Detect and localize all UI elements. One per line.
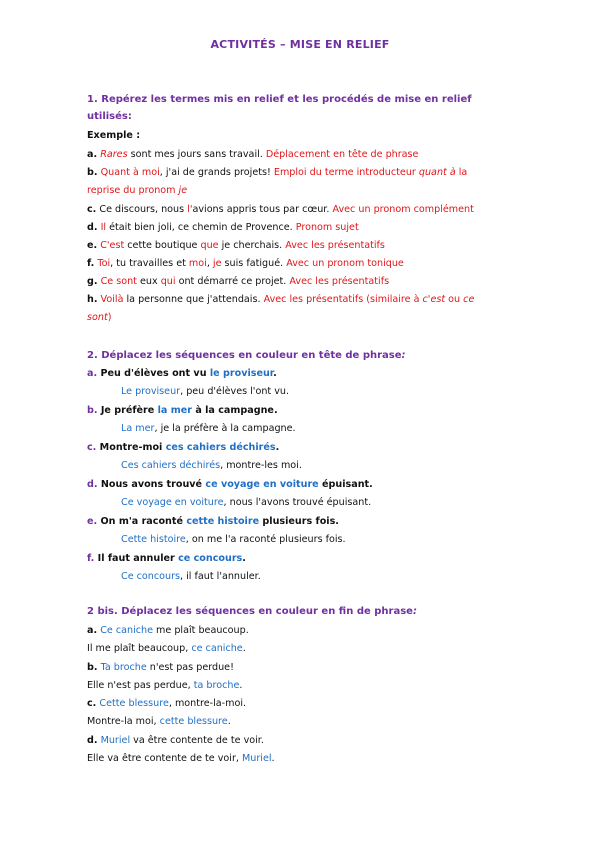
- highlight: ces cahiers déchirés: [165, 442, 276, 453]
- s2-question: [87, 404, 278, 418]
- s2b-item-b: [87, 661, 234, 675]
- section-1-heading-line-2: utilisés:: [87, 111, 132, 122]
- text: je cherchais.: [218, 240, 286, 251]
- s2-question: [87, 515, 339, 529]
- explanation: Avec un pronom complément: [332, 204, 474, 215]
- highlight: Rares: [100, 149, 128, 160]
- text: Il faut annuler: [94, 553, 179, 564]
- item-letter: d.: [87, 222, 98, 233]
- s2b-item-a: [87, 624, 249, 638]
- text: Elle va être contente de te voir,: [87, 753, 242, 764]
- explanation: Avec les présentatifs: [285, 240, 385, 251]
- text: me plaît beaucoup.: [153, 625, 249, 636]
- s2-answer: [121, 496, 371, 510]
- item-letter: c.: [87, 442, 97, 453]
- item-letter: f.: [87, 553, 95, 564]
- text: , montre-les moi.: [220, 460, 302, 471]
- text: , peu d'élèves l'ont vu.: [180, 386, 290, 397]
- text: va être contente de te voir.: [130, 735, 264, 746]
- text: , il faut l'annuler.: [180, 571, 261, 582]
- heading-colon: :: [412, 606, 417, 617]
- heading-text: 2 bis. Déplacez les séquences en couleur en fin de phrase: [87, 606, 413, 617]
- text: , on me l'a raconté plusieurs fois.: [185, 534, 346, 545]
- s1-item-c: [87, 203, 474, 217]
- s2b-item-d: [87, 734, 264, 748]
- text: , montre-la-moi.: [168, 698, 247, 709]
- item-letter: c.: [87, 204, 97, 215]
- text: Il me plaît beaucoup,: [87, 643, 192, 654]
- text: la personne que j'attendais.: [123, 294, 264, 305]
- highlight: ce concours: [178, 553, 243, 564]
- item-letter: d.: [87, 479, 98, 490]
- s1-item-g: [87, 275, 389, 289]
- highlight: je: [212, 258, 222, 269]
- s2-question: [87, 367, 277, 381]
- s1-item-f: [87, 257, 404, 271]
- explanation: Avec les présentatifs: [289, 276, 390, 287]
- s2-answer: [121, 533, 346, 547]
- item-letter: a.: [87, 149, 98, 160]
- s2-answer: [121, 385, 289, 399]
- text: Montre-la moi,: [87, 716, 160, 727]
- text: .: [275, 442, 280, 453]
- explanation-term: sont: [87, 312, 108, 323]
- item-letter: b.: [87, 405, 98, 416]
- highlight: le proviseur: [209, 368, 274, 379]
- item-letter: f.: [87, 258, 95, 269]
- explanation-term: ce: [463, 294, 475, 305]
- s2b-answer-d: [87, 752, 275, 766]
- item-letter: c.: [87, 698, 97, 709]
- text: .: [271, 753, 275, 764]
- text: .: [273, 368, 277, 379]
- highlight: Ce sont: [100, 276, 137, 287]
- highlight: Ces cahiers déchirés: [121, 460, 221, 471]
- highlight: Ce voyage en voiture: [121, 497, 224, 508]
- highlight: Ce concours: [121, 571, 181, 582]
- s2-question: [87, 441, 279, 455]
- text: ont démarré ce projet.: [175, 276, 290, 287]
- s2-question: [87, 478, 373, 492]
- highlight: Toi: [97, 258, 111, 269]
- s1-item-h: [87, 293, 474, 307]
- highlight: Muriel: [242, 753, 272, 764]
- explanation-term: c'est: [422, 294, 446, 305]
- explanation: reprise du pronom: [87, 185, 179, 196]
- text: Elle n'est pas perdue,: [87, 680, 194, 691]
- text: .: [227, 716, 231, 727]
- highlight: l': [187, 204, 193, 215]
- highlight: que: [200, 240, 219, 251]
- text: sont mes jours sans travail.: [127, 149, 266, 160]
- item-letter: h.: [87, 294, 98, 305]
- text: .: [239, 680, 243, 691]
- explanation: ou: [445, 294, 464, 305]
- highlight: C'est: [100, 240, 125, 251]
- s2-answer: [121, 459, 302, 473]
- text: Nous avons trouvé: [97, 479, 206, 490]
- heading-text: 2. Déplacez les séquences en couleur en tête de phrase: [87, 350, 402, 361]
- text: eux: [136, 276, 161, 287]
- highlight: ce caniche: [191, 643, 243, 654]
- highlight: Il: [100, 222, 107, 233]
- text: .: [242, 553, 246, 564]
- item-letter: e.: [87, 516, 98, 527]
- text: cette boutique: [124, 240, 201, 251]
- section-2bis-heading: [87, 603, 417, 621]
- example-label: Exemple :: [87, 130, 141, 141]
- s2b-answer-b: [87, 679, 242, 693]
- highlight: ta broche: [193, 680, 240, 691]
- item-letter: b.: [87, 167, 98, 178]
- highlight: La mer: [121, 423, 155, 434]
- explanation-term: je: [178, 185, 188, 196]
- highlight: Quant à moi: [100, 167, 160, 178]
- text: avions appris tous par cœur.: [192, 204, 333, 215]
- highlight: Voilà: [100, 294, 124, 305]
- item-letter: e.: [87, 240, 98, 251]
- item-letter: d.: [87, 735, 98, 746]
- highlight: ce voyage en voiture: [205, 479, 319, 490]
- s1-item-h-continued: [87, 311, 111, 325]
- highlight: Le proviseur: [121, 386, 181, 397]
- section-1-heading-line-1: 1. Repérez les termes mis en relief et les procédés de mise en relief: [87, 94, 472, 105]
- page-title: ACTIVITÉS – MISE EN RELIEF: [210, 38, 390, 51]
- heading-colon: :: [401, 350, 406, 361]
- text: ,: [206, 258, 213, 269]
- s1-item-b: [87, 166, 467, 180]
- highlight: Cette blessure: [99, 698, 169, 709]
- text: Ce discours, nous: [96, 204, 188, 215]
- highlight: Ce caniche: [100, 625, 153, 636]
- text: n'est pas perdue!: [146, 662, 234, 673]
- s1-item-e: [87, 239, 385, 253]
- explanation-term: quant à: [418, 167, 456, 178]
- item-letter: b.: [87, 662, 98, 673]
- explanation: la: [455, 167, 468, 178]
- s1-item-b-continued: [87, 184, 187, 198]
- item-letter: a.: [87, 625, 98, 636]
- s1-item-d: [87, 221, 359, 235]
- highlight: moi: [188, 258, 207, 269]
- highlight: la mer: [157, 405, 192, 416]
- text: , nous l'avons trouvé épuisant.: [223, 497, 372, 508]
- highlight: Muriel: [100, 735, 131, 746]
- explanation: Avec les présentatifs (similaire à: [263, 294, 423, 305]
- s2-question: [87, 552, 246, 566]
- explanation: Emploi du terme introducteur: [273, 167, 419, 178]
- text: On m'a raconté: [97, 516, 187, 527]
- explanation: Avec un pronom tonique: [286, 258, 404, 269]
- section-2-heading: [87, 347, 406, 365]
- explanation: ): [107, 312, 112, 323]
- text: à la campagne.: [191, 405, 278, 416]
- text: Je préfère: [97, 405, 158, 416]
- text: , j'ai de grands projets!: [159, 167, 274, 178]
- s2-answer: [121, 570, 261, 584]
- item-letter: g.: [87, 276, 98, 287]
- text: , tu travailles et: [110, 258, 189, 269]
- s2-answer: [121, 422, 296, 436]
- text: plusieurs fois.: [259, 516, 339, 527]
- highlight: cette histoire: [186, 516, 260, 527]
- text: épuisant.: [318, 479, 373, 490]
- explanation: Pronom sujet: [295, 222, 359, 233]
- s1-item-a: [87, 148, 418, 162]
- text: Peu d'élèves ont vu: [97, 368, 210, 379]
- highlight: Cette histoire: [121, 534, 186, 545]
- highlight: cette blessure: [159, 716, 228, 727]
- highlight: Ta broche: [100, 662, 147, 673]
- text: était bien joli, ce chemin de Provence.: [106, 222, 296, 233]
- text: suis fatigué.: [221, 258, 287, 269]
- s2b-answer-a: [87, 642, 246, 656]
- item-letter: a.: [87, 368, 98, 379]
- s2b-answer-c: [87, 715, 231, 729]
- text: .: [242, 643, 246, 654]
- s2b-item-c: [87, 697, 246, 711]
- highlight: qui: [160, 276, 176, 287]
- explanation: Déplacement en tête de phrase: [265, 149, 419, 160]
- text: Montre-moi: [96, 442, 166, 453]
- text: , je la préfère à la campagne.: [154, 423, 296, 434]
